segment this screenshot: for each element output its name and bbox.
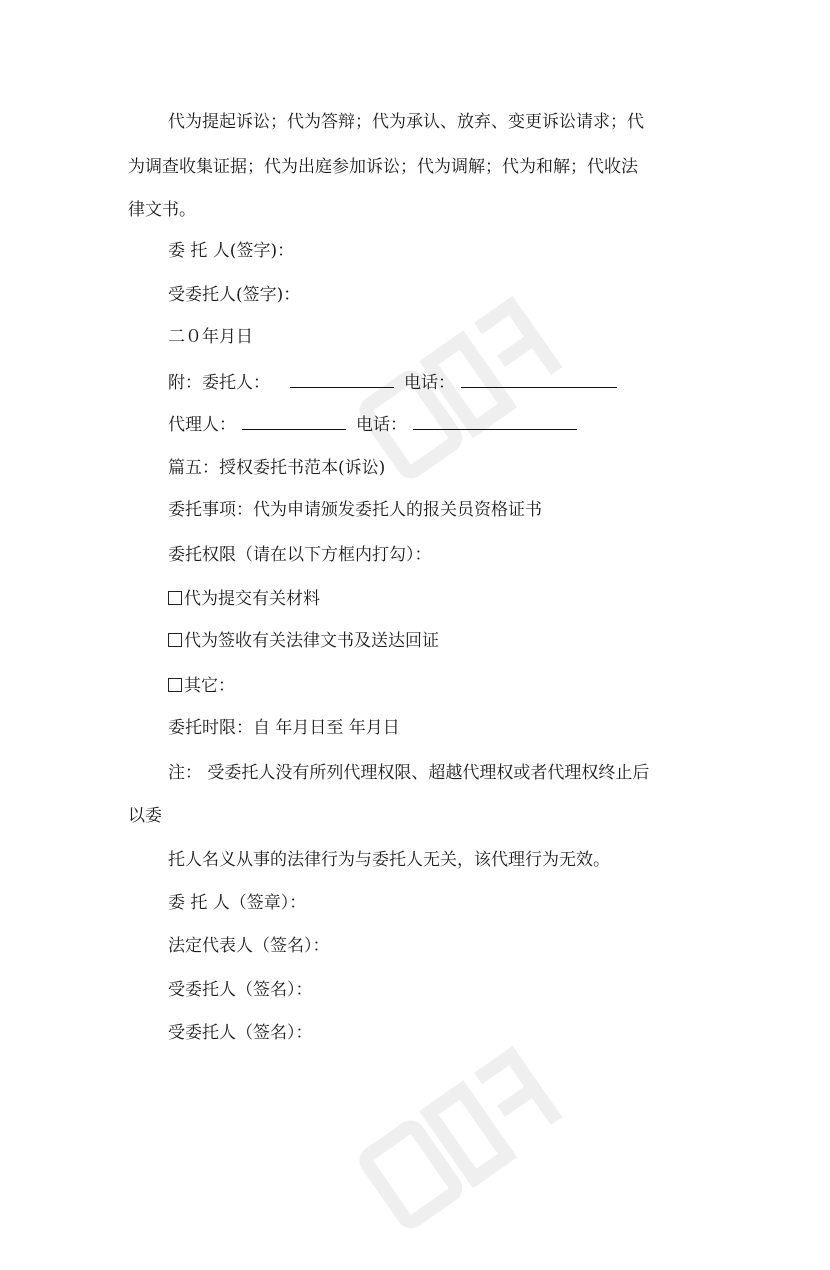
agent-signature-label-b: 受委托人（签名）： bbox=[168, 1023, 313, 1043]
agent-phone-blank[interactable] bbox=[413, 413, 577, 430]
option-receive-documents[interactable] bbox=[168, 629, 439, 653]
chapter-title: 篇五：授权委托书范本(诉讼) bbox=[168, 458, 386, 478]
attachment-principal-row bbox=[168, 371, 623, 395]
principal-signature-label: 委 托 人(签字)： bbox=[168, 241, 295, 261]
checkbox-submit-materials[interactable] bbox=[168, 591, 182, 605]
entrustment-period: 委托时限：自 年月日至 年月日 bbox=[168, 718, 400, 738]
option-other[interactable] bbox=[168, 674, 235, 698]
authority-instruction: 委托权限（请在以下方框内打勾）： bbox=[168, 545, 432, 565]
attachment-agent-row bbox=[168, 413, 583, 437]
note-line-1: 注： 受委托人没有所列代理权限、超越代理权或者代理权终止后 bbox=[168, 763, 650, 783]
attachment-agent-label: 代理人： bbox=[168, 415, 236, 435]
watermark-logo-icon bbox=[330, 1010, 590, 1270]
checkbox-other[interactable] bbox=[168, 678, 182, 692]
agent-name-blank[interactable] bbox=[242, 413, 346, 430]
option-submit-materials-label: 代为提交有关材料 bbox=[184, 589, 320, 609]
principal-name-blank[interactable] bbox=[290, 371, 394, 388]
agent-phone-label: 电话： bbox=[356, 415, 407, 435]
principal-phone-blank[interactable] bbox=[461, 371, 617, 388]
option-other-label: 其它： bbox=[184, 676, 235, 696]
date-line: 二０年月日 bbox=[168, 327, 253, 347]
paragraph-powers-line-2: 为调查收集证据；代为出庭参加诉讼；代为调解；代为和解；代收法 bbox=[128, 157, 638, 177]
note-line-2: 以委 bbox=[128, 806, 162, 826]
principal-seal-label: 委 托 人（签章）： bbox=[168, 893, 307, 913]
option-receive-documents-label: 代为签收有关法律文书及送达回证 bbox=[184, 631, 439, 651]
note-line-3: 托人名义从事的法律行为与委托人无关，该代理行为无效。 bbox=[168, 850, 610, 870]
legal-representative-label: 法定代表人（签名）： bbox=[168, 936, 330, 956]
paragraph-powers-line-1: 代为提起诉讼；代为答辩；代为承认、放弃、变更诉讼请求；代 bbox=[168, 112, 644, 132]
entrusted-matter: 委托事项：代为申请颁发委托人的报关员资格证书 bbox=[168, 500, 542, 520]
attachment-principal-label: 附：委托人： bbox=[168, 373, 270, 393]
agent-signature-label: 受委托人(签字)： bbox=[168, 285, 301, 305]
paragraph-powers-line-3: 律文书。 bbox=[128, 200, 196, 220]
checkbox-receive-documents[interactable] bbox=[168, 633, 182, 647]
option-submit-materials[interactable] bbox=[168, 587, 320, 611]
agent-signature-label-a: 受委托人（签名）： bbox=[168, 980, 313, 1000]
principal-phone-label: 电话： bbox=[404, 373, 455, 393]
